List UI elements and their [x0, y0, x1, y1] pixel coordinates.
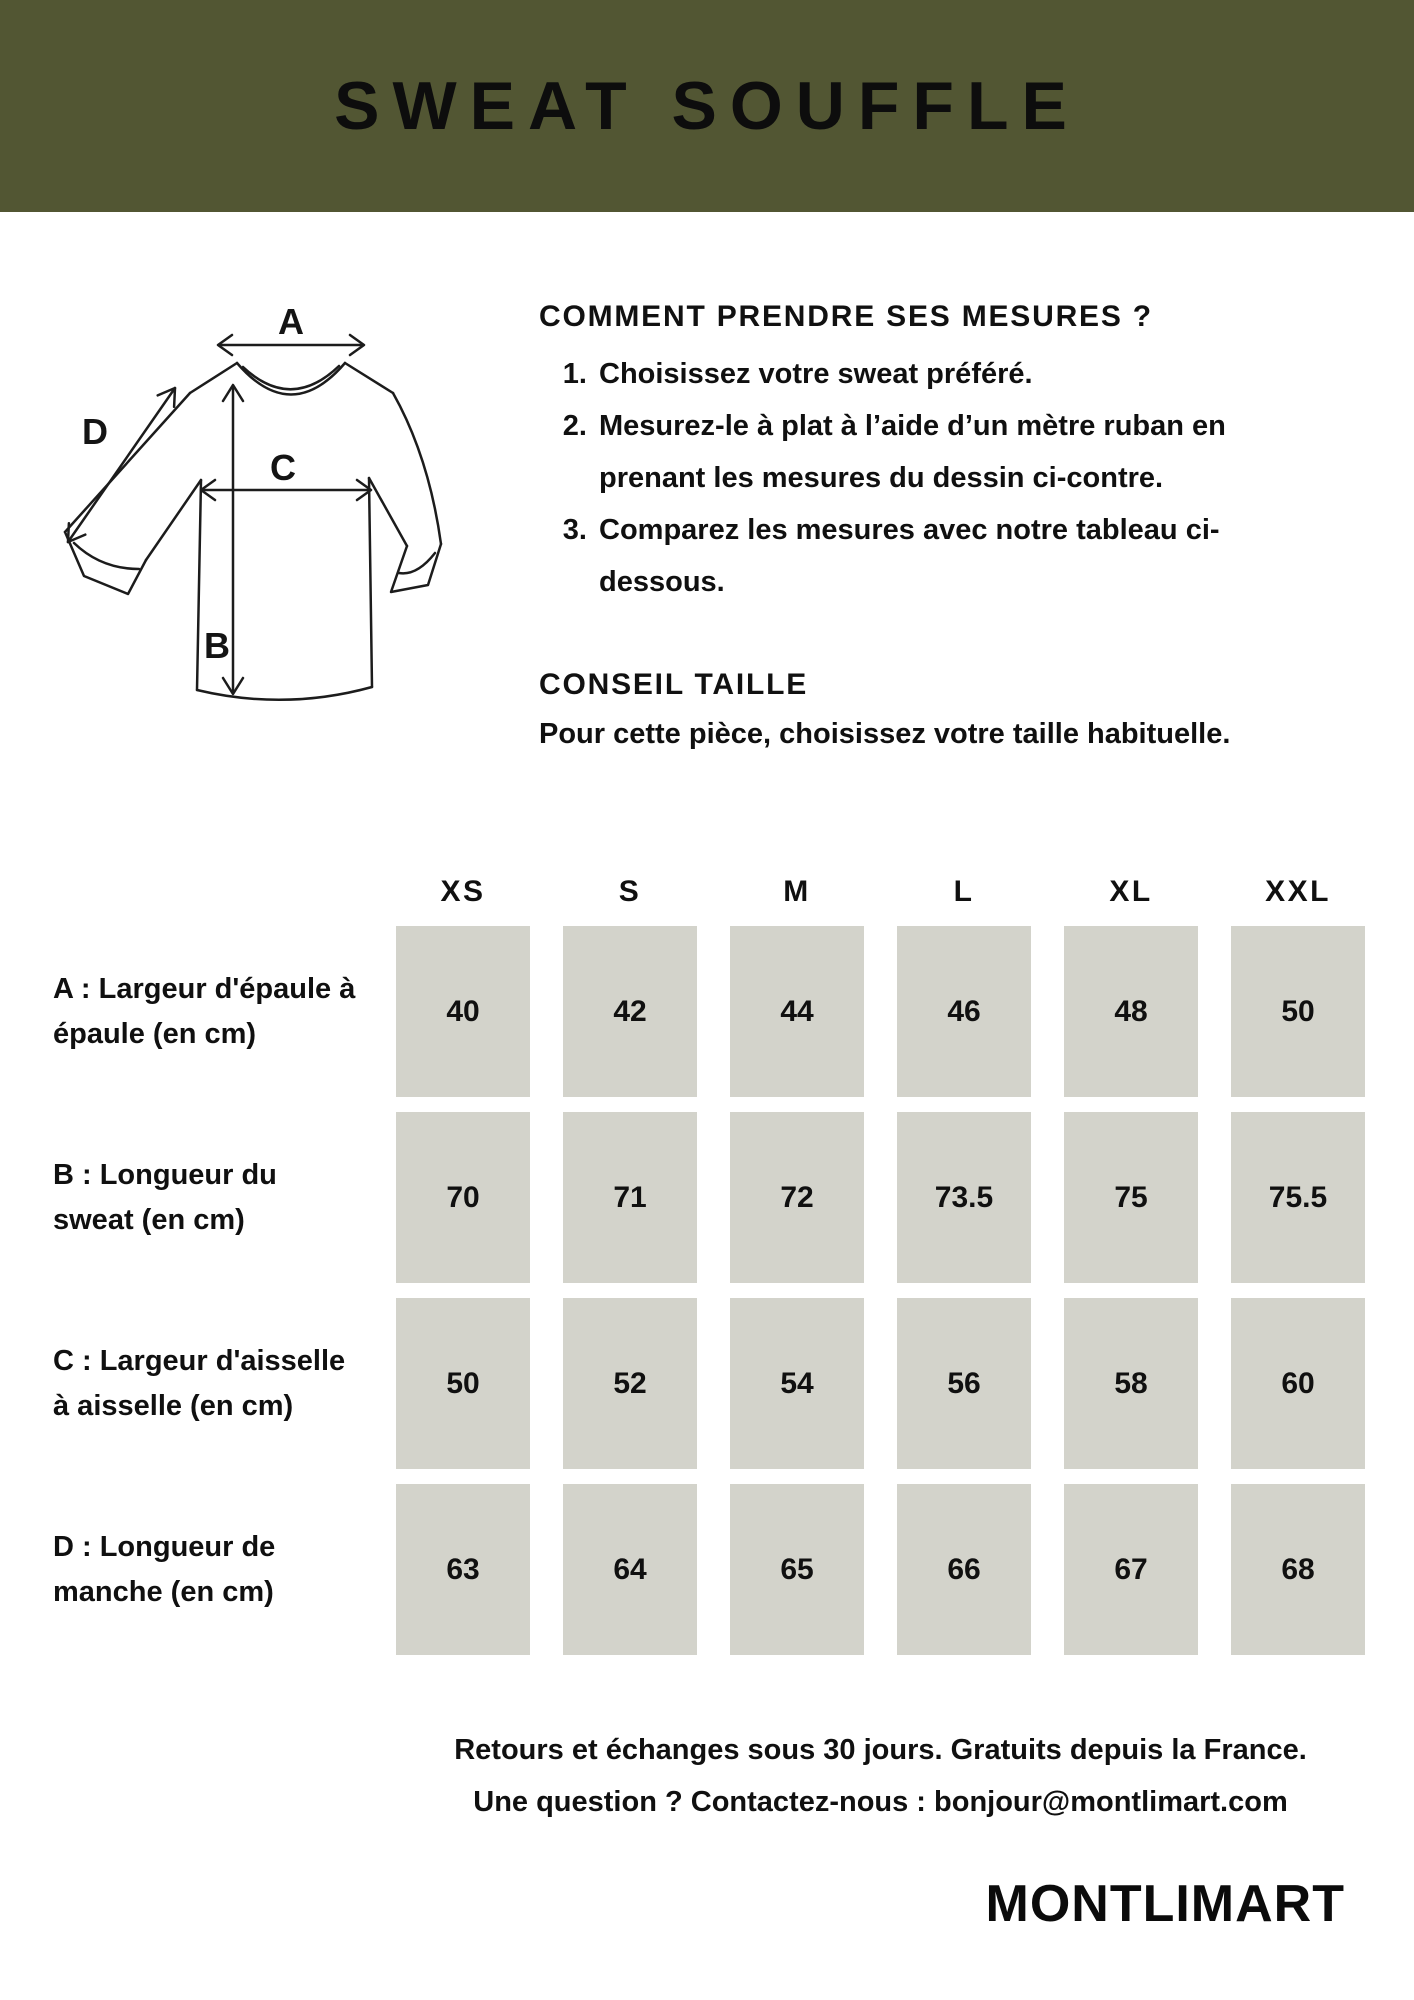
contact-note: Une question ? Contactez-nous : bonjour@montlimart.com [473, 1786, 1288, 1818]
size-row-label: B : Longueur du sweat (en cm) [53, 1158, 277, 1236]
footer-notes [396, 1724, 1365, 1828]
left-sleeve-under-line [146, 480, 201, 560]
size-table-corner-spacer [53, 871, 363, 911]
size-value-cell: 44 [730, 926, 864, 1097]
size-value-cell: 60 [1231, 1298, 1365, 1469]
size-value-cell: 52 [563, 1298, 697, 1469]
advice-heading: CONSEIL TAILLE [539, 668, 809, 701]
advice-text: Pour cette pièce, choisissez votre taille habituelle. [539, 718, 1231, 750]
size-value-cell: 56 [897, 1298, 1031, 1469]
right-sleeve-under-line [369, 478, 407, 546]
page-title: SWEAT SOUFFLE [334, 68, 1080, 144]
size-table [53, 871, 1365, 1655]
size-column-header: XXL [1265, 875, 1331, 908]
size-value-cell: 63 [396, 1484, 530, 1655]
size-value-cell: 50 [396, 1298, 530, 1469]
size-value-cell: 71 [563, 1112, 697, 1283]
diagram-label-d: D [82, 411, 108, 452]
instruction-step-2: 2. Mesurez-le à plat à l’aide d’un mètre ruban en prenant les mesures du dessin ci-contre. [595, 400, 1279, 504]
returns-note: Retours et échanges sous 30 jours. Gratuits depuis la France. [454, 1734, 1307, 1766]
size-value-cell: 67 [1064, 1484, 1198, 1655]
size-advice [539, 668, 1319, 751]
size-value-cell: 64 [563, 1484, 697, 1655]
size-column-header: XL [1109, 875, 1153, 908]
size-value-cell: 40 [396, 926, 530, 1097]
size-value-cell: 46 [897, 926, 1031, 1097]
size-column-header: M [783, 875, 811, 908]
size-value-cell: 42 [563, 926, 697, 1097]
right-cuff [391, 544, 441, 592]
size-column-header: S [618, 875, 642, 908]
instructions-steps [539, 348, 1279, 608]
diagram-label-b: B [204, 625, 230, 666]
brand-logo: MONTLIMART [985, 1875, 1345, 1933]
size-column-header: L [953, 875, 975, 908]
size-value-cell: 68 [1231, 1484, 1365, 1655]
left-cuff-seam [74, 543, 139, 569]
right-shoulder-line [345, 363, 393, 393]
instruction-step-3: 3. Comparez les mesures avec notre tableau ci-dessous. [595, 504, 1279, 608]
instructions-heading: COMMENT PRENDRE SES MESURES ? [539, 300, 1153, 333]
size-row-label: A : Largeur d'épaule à épaule (en cm) [53, 972, 356, 1050]
instruction-step-1: 1. Choisissez votre sweat préféré. [595, 348, 1279, 400]
size-value-cell: 54 [730, 1298, 864, 1469]
size-value-cell: 72 [730, 1112, 864, 1283]
measuring-instructions [539, 300, 1279, 608]
diagram-label-a: A [278, 301, 304, 342]
size-value-cell: 66 [897, 1484, 1031, 1655]
size-value-cell: 75 [1064, 1112, 1198, 1283]
size-value-cell: 75.5 [1231, 1112, 1365, 1283]
sweater-measurement-diagram [51, 292, 445, 722]
body-right-line [369, 478, 372, 687]
right-sleeve-outer-line [393, 393, 441, 544]
size-row-label: C : Largeur d'aisselle à aisselle (en cm) [53, 1344, 346, 1422]
size-value-cell: 65 [730, 1484, 864, 1655]
size-row-label: D : Longueur de manche (en cm) [53, 1530, 276, 1608]
hem-line [197, 687, 372, 700]
collar-inner-line [243, 366, 339, 389]
size-column-header: XS [440, 875, 486, 908]
size-value-cell: 48 [1064, 926, 1198, 1097]
sweater-sketch [51, 292, 445, 722]
diagram-label-c: C [270, 447, 296, 488]
size-value-cell: 73.5 [897, 1112, 1031, 1283]
size-value-cell: 70 [396, 1112, 530, 1283]
size-value-cell: 58 [1064, 1298, 1198, 1469]
size-value-cell: 50 [1231, 926, 1365, 1097]
body-left-line [197, 480, 201, 690]
header-banner [0, 0, 1414, 212]
